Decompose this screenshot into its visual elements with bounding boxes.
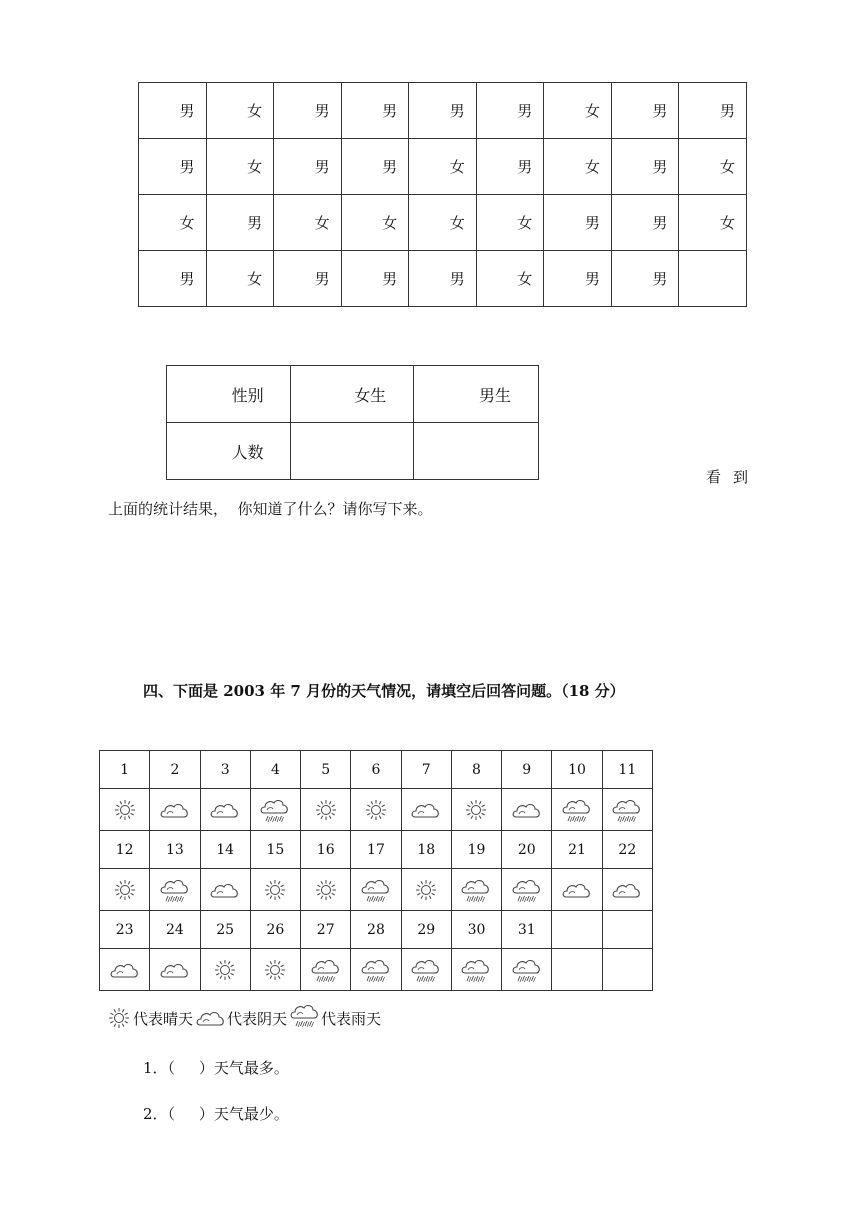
gender-cell: 男 [611, 251, 679, 307]
row-label-count: 人数 [167, 423, 291, 480]
gender-cell: 男 [611, 83, 679, 139]
legend-cloudy-label: 代表阴天 [227, 1010, 288, 1028]
day-number: 28 [351, 911, 401, 949]
gender-cell: 女 [409, 139, 477, 195]
gender-cell: 男 [341, 83, 409, 139]
weather-icon-row [100, 869, 653, 911]
weather-calendar [99, 750, 653, 991]
gender-cell: 男 [611, 139, 679, 195]
day-weather [100, 789, 150, 831]
gender-cell: 女 [206, 83, 274, 139]
day-weather [200, 949, 250, 991]
day-weather [502, 949, 552, 991]
day-weather [602, 789, 652, 831]
sun-icon [402, 878, 451, 902]
empty-cell [552, 911, 602, 949]
gender-cell: 女 [476, 195, 544, 251]
day-number: 6 [351, 751, 401, 789]
day-weather [351, 949, 401, 991]
day-number: 22 [602, 831, 652, 869]
day-number: 27 [301, 911, 351, 949]
day-weather [552, 789, 602, 831]
day-number: 2 [150, 751, 200, 789]
gender-cell: 男 [476, 83, 544, 139]
legend-rainy-label: 代表雨天 [321, 1010, 382, 1028]
day-weather [150, 789, 200, 831]
gender-row [139, 195, 747, 251]
gender-cell: 男 [544, 195, 612, 251]
summary-table [166, 365, 539, 480]
legend-cloudy [195, 1006, 287, 1030]
day-number: 30 [451, 911, 501, 949]
day-number: 26 [250, 911, 300, 949]
gender-cell: 男 [544, 251, 612, 307]
gender-cell: 男 [679, 83, 747, 139]
empty-cell [602, 911, 652, 949]
gender-cell: 男 [274, 251, 342, 307]
girls-count-cell[interactable] [290, 423, 414, 480]
day-weather [200, 869, 250, 911]
gender-cell: 女 [409, 195, 477, 251]
gender-row [139, 83, 747, 139]
day-number: 7 [401, 751, 451, 789]
day-number: 5 [301, 751, 351, 789]
gender-grid [138, 82, 747, 307]
day-number: 23 [100, 911, 150, 949]
cloud-icon [201, 878, 250, 902]
day-number: 10 [552, 751, 602, 789]
gender-row [139, 251, 747, 307]
day-number-row [100, 751, 653, 789]
sun-icon [351, 798, 400, 822]
rain-cloud-icon [351, 955, 400, 985]
rain-cloud-icon [502, 875, 551, 905]
day-number-row [100, 831, 653, 869]
rain-cloud-icon [251, 795, 300, 825]
prompt-see: 看到 [706, 468, 761, 486]
day-number: 12 [100, 831, 150, 869]
rain-cloud-icon [301, 955, 350, 985]
gender-cell: 男 [274, 83, 342, 139]
sun-icon [100, 878, 149, 902]
sun-icon [301, 878, 350, 902]
day-number: 17 [351, 831, 401, 869]
day-number: 14 [200, 831, 250, 869]
gender-cell: 女 [679, 195, 747, 251]
day-weather [250, 869, 300, 911]
gender-cell: 女 [274, 195, 342, 251]
sun-icon [201, 958, 250, 982]
day-weather [451, 949, 501, 991]
day-number: 29 [401, 911, 451, 949]
day-number: 1 [100, 751, 150, 789]
day-number: 15 [250, 831, 300, 869]
day-number: 9 [502, 751, 552, 789]
day-weather [200, 789, 250, 831]
day-weather [351, 869, 401, 911]
day-weather [401, 949, 451, 991]
legend-sunny-label: 代表晴天 [133, 1010, 194, 1028]
weather-icon-row [100, 949, 653, 991]
day-weather [602, 869, 652, 911]
rain-cloud-icon [603, 795, 652, 825]
rain-cloud-icon [150, 875, 199, 905]
gender-cell: 女 [476, 251, 544, 307]
header-boys: 男生 [414, 366, 539, 423]
day-weather [301, 869, 351, 911]
day-number: 16 [301, 831, 351, 869]
gender-cell: 男 [476, 139, 544, 195]
day-weather [250, 949, 300, 991]
day-weather [301, 949, 351, 991]
gender-cell: 男 [206, 195, 274, 251]
cloud-icon [603, 878, 652, 902]
day-weather [301, 789, 351, 831]
day-number: 18 [401, 831, 451, 869]
day-number: 19 [451, 831, 501, 869]
day-number: 11 [602, 751, 652, 789]
summary-count-row [167, 423, 539, 480]
day-weather [100, 949, 150, 991]
day-weather [401, 789, 451, 831]
gender-cell: 男 [139, 83, 207, 139]
gender-cell: 男 [139, 139, 207, 195]
cloud-icon [552, 878, 601, 902]
header-gender: 性别 [167, 366, 291, 423]
question-2: 2．（ ）天气最少。 [143, 1105, 289, 1123]
day-number: 31 [502, 911, 552, 949]
gender-cell: 女 [544, 83, 612, 139]
gender-cell: 女 [206, 139, 274, 195]
rain-cloud-icon [289, 1000, 321, 1030]
day-number: 20 [502, 831, 552, 869]
empty-cell [602, 949, 652, 991]
day-weather [451, 869, 501, 911]
rain-cloud-icon [502, 955, 551, 985]
gender-cell: 女 [206, 251, 274, 307]
cloud-icon [150, 798, 199, 822]
gender-cell: 女 [679, 139, 747, 195]
gender-cell: 男 [274, 139, 342, 195]
gender-cell: 男 [341, 139, 409, 195]
day-weather [351, 789, 401, 831]
day-weather [150, 949, 200, 991]
legend-rainy [289, 1000, 381, 1030]
day-number: 4 [250, 751, 300, 789]
rain-cloud-icon [402, 955, 451, 985]
day-number: 21 [552, 831, 602, 869]
cloud-icon [195, 1006, 227, 1030]
day-number: 8 [451, 751, 501, 789]
sun-icon [100, 798, 149, 822]
gender-cell: 女 [544, 139, 612, 195]
rain-cloud-icon [552, 795, 601, 825]
weather-icon-row [100, 789, 653, 831]
day-weather [250, 789, 300, 831]
sun-icon [105, 1006, 133, 1030]
day-number: 3 [200, 751, 250, 789]
day-weather [502, 789, 552, 831]
day-weather [150, 869, 200, 911]
day-number: 25 [200, 911, 250, 949]
gender-cell: 男 [409, 83, 477, 139]
gender-cell: 男 [341, 251, 409, 307]
day-weather [401, 869, 451, 911]
rain-cloud-icon [351, 875, 400, 905]
cloud-icon [100, 958, 149, 982]
gender-cell: 男 [409, 251, 477, 307]
gender-cell: 男 [611, 195, 679, 251]
rain-cloud-icon [452, 955, 501, 985]
cloud-icon [502, 798, 551, 822]
sun-icon [251, 958, 300, 982]
cloud-icon [201, 798, 250, 822]
day-number-row [100, 911, 653, 949]
sun-icon [251, 878, 300, 902]
cloud-icon [402, 798, 451, 822]
sun-icon [301, 798, 350, 822]
gender-row [139, 139, 747, 195]
section-4-title: 四、下面是 2003 年 7 月份的天气情况，请填空后回答问题。（18 分） [143, 682, 625, 700]
boys-count-cell[interactable] [414, 423, 539, 480]
day-number: 13 [150, 831, 200, 869]
gender-cell [679, 251, 747, 307]
sun-icon [452, 798, 501, 822]
question-1: 1．（ ）天气最多。 [143, 1059, 289, 1077]
legend-sunny [105, 1006, 193, 1030]
day-weather [502, 869, 552, 911]
day-number: 24 [150, 911, 200, 949]
empty-cell [552, 949, 602, 991]
header-girls: 女生 [290, 366, 414, 423]
summary-header-row [167, 366, 539, 423]
weather-legend [105, 1000, 383, 1030]
day-weather [552, 869, 602, 911]
gender-cell: 女 [139, 195, 207, 251]
gender-cell: 女 [341, 195, 409, 251]
cloud-icon [150, 958, 199, 982]
prompt-question: 上面的统计结果， 你知道了什么？请你写下来。 [108, 500, 433, 518]
rain-cloud-icon [452, 875, 501, 905]
day-weather [100, 869, 150, 911]
day-weather [451, 789, 501, 831]
gender-cell: 男 [139, 251, 207, 307]
